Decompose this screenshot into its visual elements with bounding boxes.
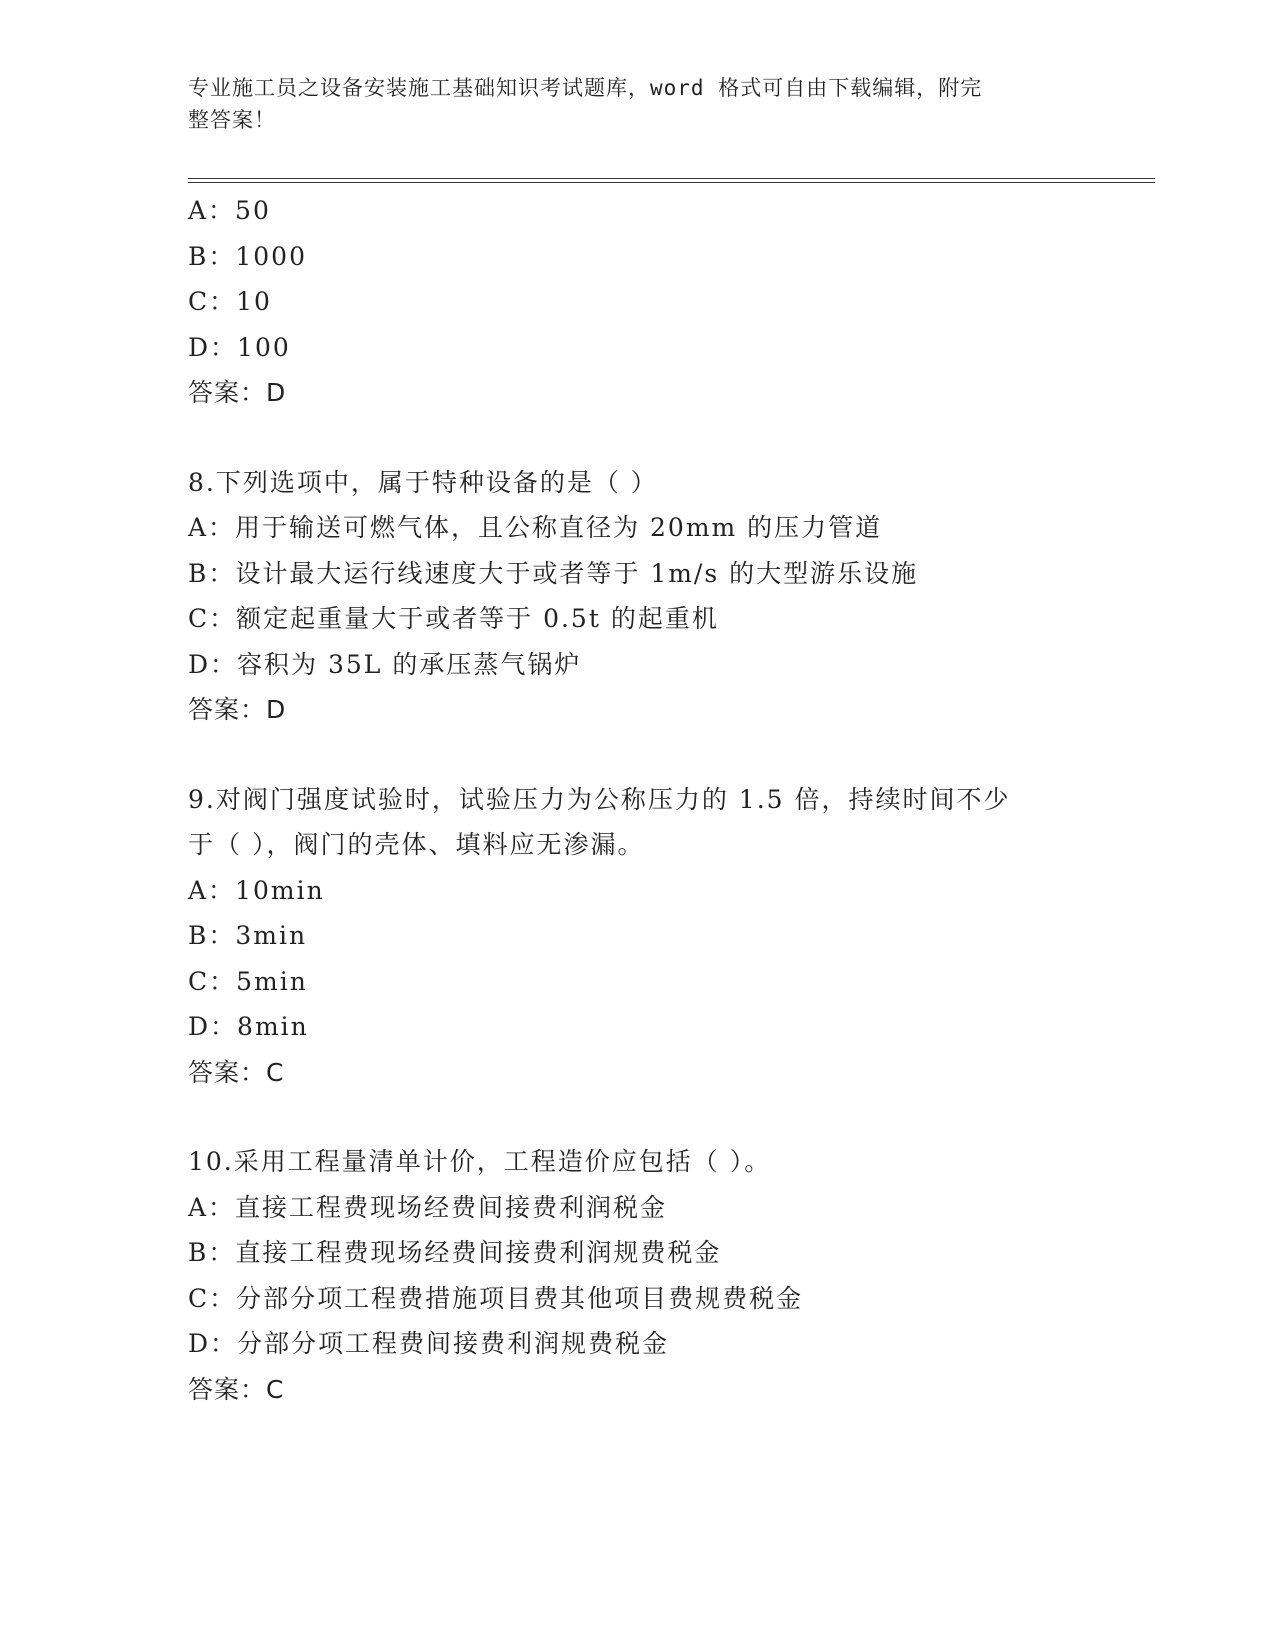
question-stem-line-2: 于（ ），阀门的壳体、填料应无渗漏。 — [188, 830, 645, 859]
document-header — [188, 72, 1068, 136]
question-stem: 10.采用工程量清单计价，工程造价应包括（ ）。 — [188, 1147, 772, 1176]
spacer — [188, 733, 1088, 777]
option-b: B：直接工程费现场经费间接费利润规费税金 — [188, 1238, 722, 1267]
question-stem: 8.下列选项中，属于特种设备的是（ ） — [188, 467, 658, 497]
option-d: D：容积为 35L 的承压蒸气锅炉 — [188, 649, 582, 679]
option-d: D：分部分项工程费间接费利润规费税金 — [188, 1329, 670, 1358]
header-line-1: 专业施工员之设备安装施工基础知识考试题库，word 格式可自由下载编辑，附完 — [188, 76, 983, 100]
option-b: B：设计最大运行线速度大于或者等于 1m/s 的大型游乐设施 — [188, 558, 919, 588]
option-d: D：100 — [188, 332, 291, 362]
option-a: A：50 — [188, 196, 271, 225]
header-divider-top — [188, 178, 1155, 179]
spacer — [188, 1095, 1088, 1139]
option-a: A：用于输送可燃气体，且公称直径为 20mm 的压力管道 — [188, 513, 883, 542]
question-stem-line-1: 9.对阀门强度试验时，试验压力为公称压力的 1.5 倍，持续时间不少 — [188, 784, 1011, 814]
option-c: C：额定起重量大于或者等于 0.5t 的起重机 — [188, 604, 719, 633]
question-8 — [188, 460, 1088, 733]
option-c: C：5min — [188, 966, 308, 996]
answer: 答案：D — [188, 378, 287, 407]
header-divider-bottom — [188, 182, 1155, 183]
answer: 答案：D — [188, 695, 287, 724]
option-d: D：8min — [188, 1012, 309, 1041]
spacer — [188, 416, 1088, 460]
question-7-continued — [188, 188, 1088, 416]
option-b: B：3min — [188, 921, 308, 950]
answer: 答案：C — [188, 1374, 285, 1404]
question-list — [188, 188, 1088, 1412]
question-9 — [188, 777, 1088, 1096]
question-10 — [188, 1139, 1088, 1412]
option-c: C：10 — [188, 287, 272, 316]
option-c: C：分部分项工程费措施项目费其他项目费规费税金 — [188, 1283, 804, 1313]
option-a: A：直接工程费现场经费间接费利润税金 — [188, 1192, 668, 1222]
header-line-2: 整答案！ — [188, 108, 276, 132]
option-a: A：10min — [188, 875, 325, 905]
option-b: B：1000 — [188, 241, 307, 271]
answer: 答案：C — [188, 1057, 285, 1087]
